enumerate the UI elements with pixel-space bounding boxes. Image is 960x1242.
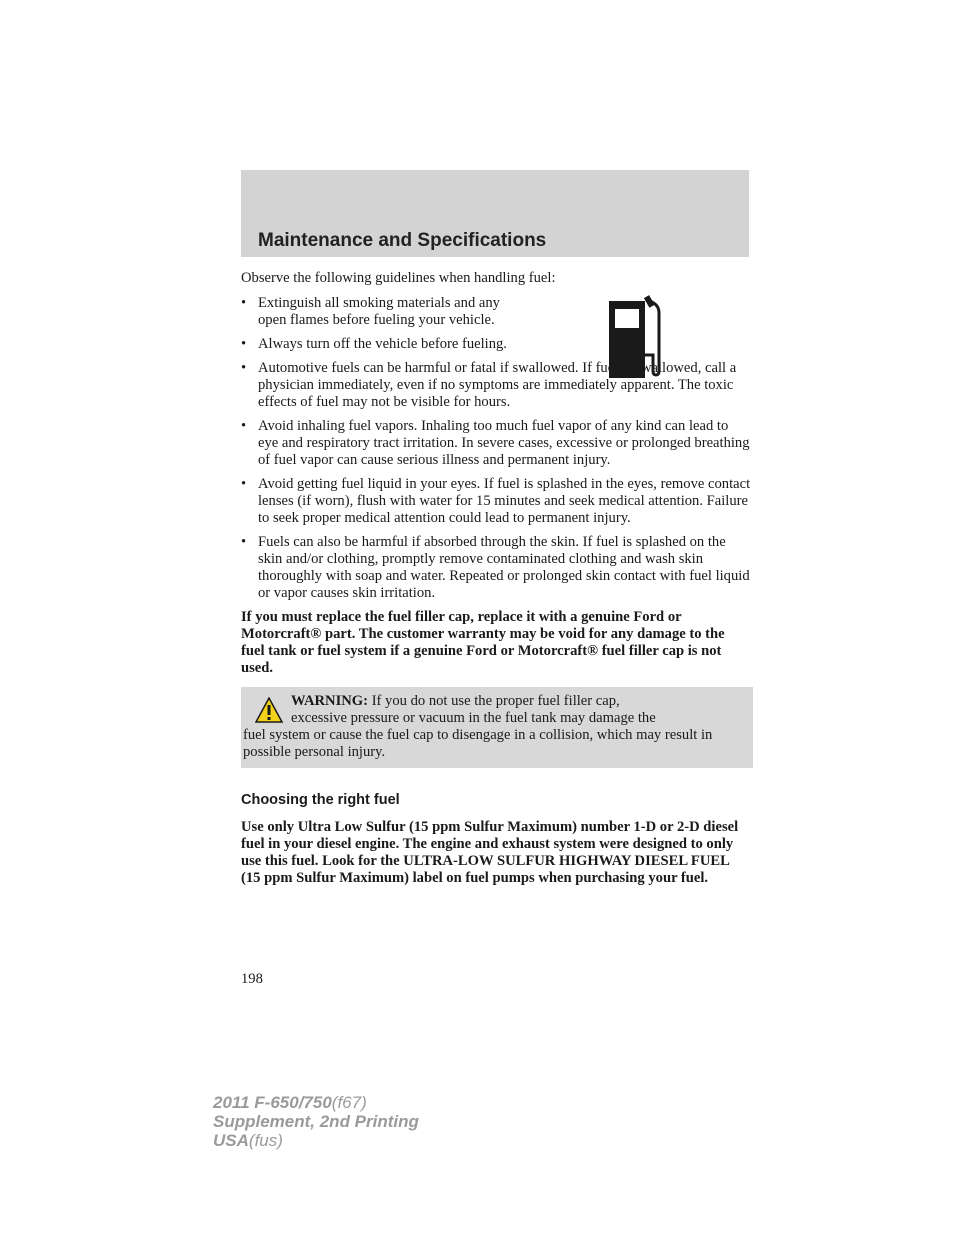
footer-line-2: Supplement, 2nd Printing xyxy=(213,1112,419,1131)
footer-line-3 xyxy=(213,1131,419,1150)
intro-text: Observe the following guidelines when handling fuel: xyxy=(241,270,556,286)
page-content xyxy=(241,270,751,897)
warning-text-rest: fuel system or cause the fuel cap to disengage in a collision, which may result in possible personal injury. xyxy=(243,727,713,760)
list-item xyxy=(241,476,751,527)
list-item-text: Always turn off the vehicle before fueling. xyxy=(258,336,507,352)
warning-box xyxy=(241,687,753,768)
footer-region-code: (fus) xyxy=(248,1131,283,1150)
warning-text-1: If you do not use the proper fuel filler cap, xyxy=(371,693,620,709)
section-title: Maintenance and Specifications xyxy=(258,230,547,251)
bullet-marker: • xyxy=(241,360,247,376)
list-item xyxy=(241,295,510,329)
warning-line-1 xyxy=(291,693,620,710)
footer-line-1 xyxy=(213,1093,419,1112)
list-item-text: Avoid getting fuel liquid in your eyes. If fuel is splashed in the eyes, remove contact lenses (if worn), flush with water for 15 minutes and seek medical attention. Failure to seek proper medical attention could lead to permanent injury. xyxy=(258,476,751,526)
list-item xyxy=(241,360,751,411)
warning-triangle-icon xyxy=(255,697,283,723)
footer-model-code: (f67) xyxy=(331,1093,367,1112)
footer-model: 2011 F-650/750 xyxy=(213,1093,332,1112)
bullet-marker: • xyxy=(241,295,247,311)
warning-label: WARNING: xyxy=(291,693,369,709)
list-item-text: Avoid inhaling fuel vapors. Inhaling too much fuel vapor of any kind can lead to eye and respiratory tract irritation. In severe cases, excessive or prolonged breathing of fuel vapor can cause serious illness and permanent injury. xyxy=(258,418,750,468)
fuel-paragraph: Use only Ultra Low Sulfur (15 ppm Sulfur Maximum) number 1-D or 2-D diesel fuel in your diesel engine. The engine and exhaust system were designed to only use this fuel. Look for the ULTRA-LOW SULFUR HIGHWAY DIESEL FUEL (15 ppm Sulfur Maximum) label on fuel pumps when purchasing your fuel. xyxy=(241,819,739,886)
guidelines-list xyxy=(241,295,751,602)
list-item xyxy=(241,336,510,353)
bullet-marker: • xyxy=(241,336,247,352)
section-heading: Choosing the right fuel xyxy=(241,792,400,808)
footer-region: USA xyxy=(213,1131,249,1150)
list-item-text: Fuels can also be harmful if absorbed through the skin. If fuel is splashed on the skin and/or clothing, promptly remove contaminated clothing and wash skin thoroughly with soap and water. Repeated or prolonged skin contact with fuel liquid or vapor causes skin irritation. xyxy=(258,534,750,601)
list-item xyxy=(241,418,751,469)
warning-line-2: excessive pressure or vacuum in the fuel tank may damage the xyxy=(291,710,656,726)
list-item-text: Automotive fuels can be harmful or fatal if swallowed. If fuel is swallowed, call a physician immediately, even if no symptoms are immediately apparent. The toxic effects of fuel may not be visible for hours. xyxy=(258,360,737,410)
bullet-marker: • xyxy=(241,476,247,492)
list-item xyxy=(241,534,751,602)
print-footer xyxy=(213,1093,419,1150)
list-item-text: Extinguish all smoking materials and any open flames before fueling your vehicle. xyxy=(258,295,500,328)
page-number: 198 xyxy=(241,971,263,987)
bullet-marker: • xyxy=(241,418,247,434)
filler-cap-note: If you must replace the fuel filler cap, replace it with a genuine Ford or Motorcraft® part. The customer warranty may be void for any damage to the fuel tank or fuel system if a genuine Ford or Motorcraft® fuel filler cap is not used. xyxy=(241,609,725,676)
section-header-band xyxy=(241,170,749,257)
bullet-marker: • xyxy=(241,534,247,550)
